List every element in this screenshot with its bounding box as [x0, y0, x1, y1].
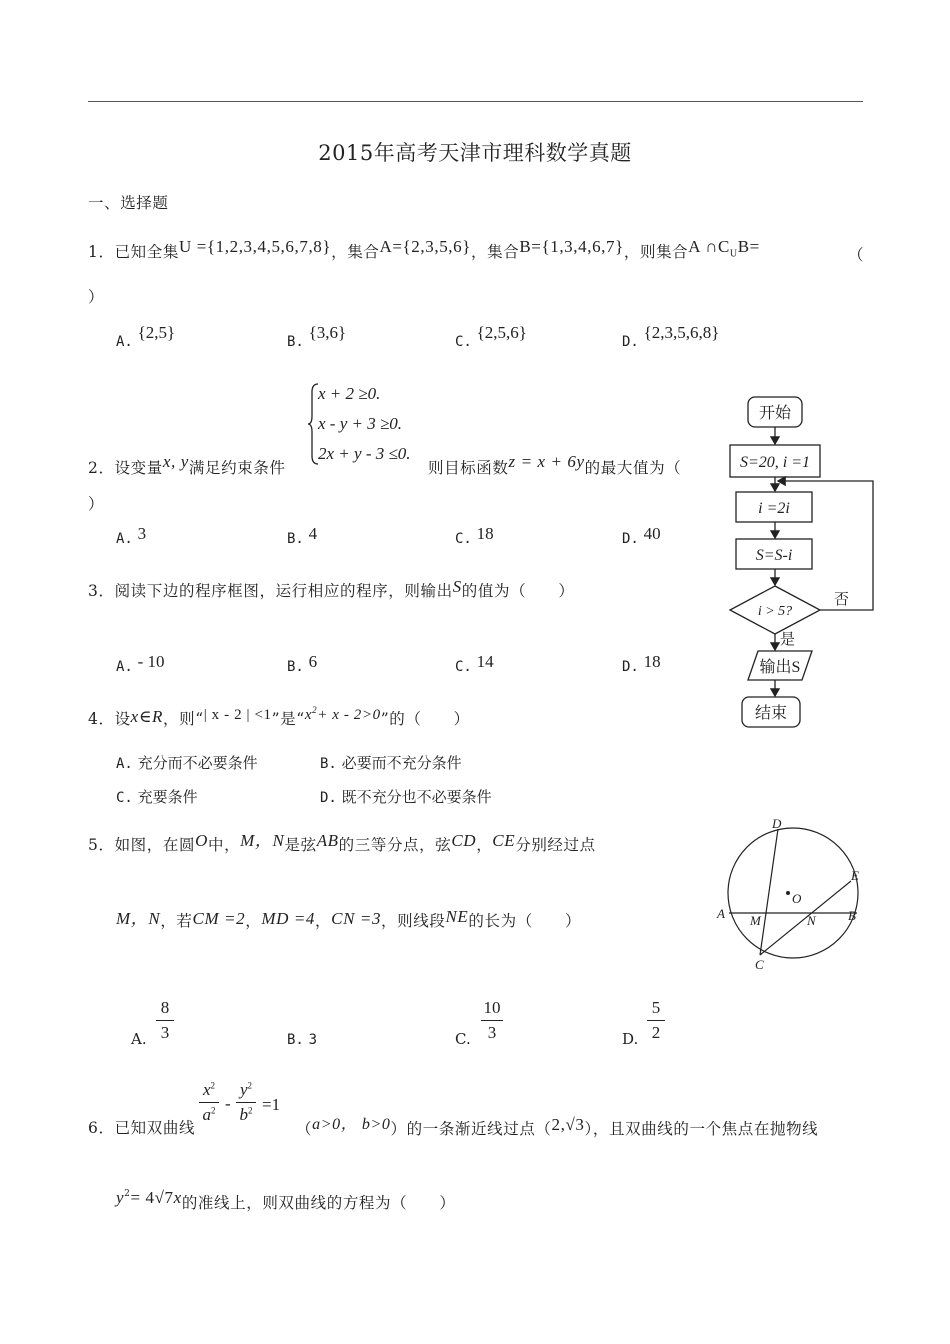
q6-number: 6．: [88, 1119, 115, 1137]
chord-cd: [760, 829, 778, 955]
q2-option-a: [116, 524, 147, 548]
q5-option-b: [287, 1030, 317, 1048]
q6-point: 2,: [551, 1115, 566, 1134]
q4-math-3: [305, 707, 381, 723]
label-b: B: [848, 908, 856, 923]
option-label: B.: [287, 334, 304, 350]
option-label: D.: [622, 334, 639, 350]
q1-expr: [688, 237, 760, 260]
option-label: B.: [287, 1032, 304, 1048]
q2-text-3: 则目标函数: [428, 459, 509, 477]
q1-text-3: ，集合: [471, 243, 520, 261]
q6-text-1: 已知双曲线: [114, 1119, 196, 1137]
q6-para-exp: 2: [124, 1188, 131, 1199]
q5-ce: CE: [492, 831, 516, 850]
label-e: E: [851, 868, 859, 883]
q4-option-a: [116, 752, 258, 773]
var-x: x: [202, 1080, 211, 1099]
option-label: A.: [116, 659, 133, 675]
q3-text-1: 阅读下边的程序框图，运行相应的程序，则输出: [114, 582, 453, 600]
q5-cn: CN =3: [331, 909, 382, 928]
q5-ne: NE: [445, 907, 469, 926]
q5-text-2: 中，: [207, 836, 241, 854]
q3-option-a: [116, 652, 165, 676]
q1-paren-close: ）: [88, 288, 105, 306]
q4-text-2: ，则“: [163, 710, 204, 728]
option-value: 必要而不充分条件: [341, 754, 462, 772]
q1-text-4: ，则集合: [623, 243, 689, 261]
flow-step2-label: S=S-i: [755, 547, 793, 564]
q5-option-d-label: D.: [622, 1030, 639, 1048]
exp-2: 2: [248, 1105, 253, 1116]
q5-md: MD =4: [261, 909, 316, 928]
question-5: [88, 830, 596, 855]
header-rule: [88, 101, 863, 102]
q5-cd: CD: [451, 831, 477, 850]
q2-option-b: [287, 524, 318, 548]
option-value: 3: [308, 1032, 318, 1048]
option-label: A.: [116, 531, 133, 547]
q3-option-d: [622, 652, 661, 676]
q4-math-3-sup: 2: [312, 705, 318, 715]
q6-text-3: ），且双曲线的一个焦点在抛物线: [584, 1120, 819, 1138]
q5-option-c-fraction: [481, 998, 503, 1043]
flow-step1-label: i =2i: [758, 500, 790, 517]
q2-option-c: [455, 524, 494, 548]
flow-start-label: 开始: [758, 405, 792, 422]
option-value: 14: [476, 652, 494, 671]
flow-end-label: 结束: [754, 705, 788, 722]
exp-2: 2: [211, 1105, 216, 1116]
question-2-line: [88, 452, 286, 478]
q5-l2-text-3: 的长为（ ）: [468, 912, 582, 930]
fraction-denominator: 3: [160, 1023, 170, 1042]
q5-ab: AB: [316, 831, 339, 850]
q6-lead: [88, 1116, 195, 1138]
var-a: a: [202, 1105, 211, 1124]
q2-paren-close: ）: [88, 495, 105, 513]
option-value: 4: [308, 524, 318, 543]
q6-minus: -: [225, 1094, 231, 1113]
exp-2: 2: [247, 1080, 253, 1091]
section-heading: 一、选择题: [88, 194, 169, 212]
q1-paren-open: （: [848, 246, 865, 264]
label-a: A: [717, 906, 725, 921]
q6-para-x: x: [173, 1188, 182, 1207]
option-label: C.: [455, 531, 472, 547]
q5-text-4: 的三等分点，弦: [338, 836, 452, 854]
option-label: A.: [116, 756, 133, 772]
q1-option-a: [116, 323, 176, 351]
chord-ce: [760, 881, 851, 955]
q4-math-1: x∈R: [130, 707, 163, 726]
option-value: 既不充分也不必要条件: [341, 788, 492, 806]
flow-loop-arrow: [778, 481, 873, 610]
fraction-denominator: 3: [487, 1023, 497, 1042]
q5-l2-text-2: ，则线段: [381, 912, 446, 930]
question-3: [88, 579, 574, 601]
q4-option-b: [320, 752, 462, 773]
fraction-denominator: 2: [651, 1023, 661, 1042]
option-value: 充分而不必要条件: [137, 754, 258, 772]
option-value: 40: [643, 524, 661, 543]
q4-number: 4．: [88, 710, 115, 728]
q3-text-2: 的值为（ ）: [461, 582, 575, 600]
center-dot: [786, 891, 790, 895]
option-label: B.: [320, 756, 337, 772]
q4-math-2: | x - 2 | <1: [203, 707, 272, 723]
q2-option-d: [622, 524, 661, 548]
q5-mn: M，N: [240, 831, 285, 850]
q6-rest: [296, 1116, 818, 1139]
q2-text-4: 的最大值为（: [584, 459, 682, 477]
q4-math-3-rest: + x - 2>0: [317, 707, 381, 723]
q1-expr-end: B=: [737, 237, 760, 256]
q5-text-1: 如图，在圆: [114, 836, 196, 854]
option-value: 3: [137, 524, 147, 543]
label-n: N: [807, 913, 816, 928]
q6-cond: a>0， b>0: [312, 1116, 391, 1133]
option-value: 6: [308, 652, 318, 671]
q5-option-a-label: A.: [131, 1030, 147, 1048]
circle-figure: [715, 818, 875, 973]
q3-option-b: [287, 652, 318, 676]
option-value: 充要条件: [137, 788, 198, 806]
label-c: C: [755, 957, 764, 972]
fraction-numerator: 10: [481, 998, 503, 1021]
q2-constraint-1: x + 2 ≥0.: [318, 384, 381, 403]
q5-l2-text-1: ，若: [160, 912, 193, 930]
q5-sep-1: ，: [245, 912, 262, 930]
q1-text-1: 已知全集: [114, 243, 179, 261]
q1-option-c: [455, 323, 527, 351]
q2-text-1: 设变量: [114, 459, 163, 477]
q1-expr-main: A ∩C: [688, 237, 730, 256]
q4-text-4: ”的（ ）: [380, 710, 470, 728]
option-value: - 10: [137, 652, 165, 671]
question-2-line-b: [428, 452, 682, 478]
q5-option-d-fraction: [647, 998, 665, 1043]
q6-cond-open: （: [296, 1120, 313, 1138]
q6-cond-close: ）: [390, 1120, 407, 1138]
q4-option-c: [116, 786, 198, 807]
flow-cond-label: i > 5?: [757, 604, 793, 619]
q5-option-a-fraction: [156, 998, 174, 1043]
q3-number: 3．: [88, 582, 115, 600]
option-label: A.: [116, 334, 133, 350]
q6-fraction-x: [199, 1080, 219, 1125]
q1-text-2: ，集合: [331, 243, 380, 261]
option-value: 18: [476, 524, 494, 543]
q2-vars: x, y: [162, 452, 189, 471]
option-label: C.: [455, 334, 472, 350]
q6-equals-one: =1: [262, 1095, 281, 1114]
q4-math-3-x: x: [304, 707, 313, 723]
fraction-numerator: [199, 1080, 219, 1103]
q6-text-4: 的准线上，则双曲线的方程为（ ）: [181, 1194, 456, 1212]
var-b: b: [239, 1105, 248, 1124]
q6-para-y: y: [116, 1188, 125, 1207]
option-value: {2,5,6}: [476, 323, 527, 342]
page-title: 2015年高考天津市理科数学真题: [318, 141, 632, 165]
q5-sep-2: ，: [315, 912, 332, 930]
flow-no-label: 否: [834, 592, 850, 608]
option-value: 18: [643, 652, 661, 671]
q2-constraint-3: 2x + y - 3 ≤0.: [318, 444, 411, 463]
q5-text-3: 是弦: [284, 836, 317, 854]
q6-text-2: 的一条渐近线过点（: [406, 1120, 552, 1138]
flow-yes-label: 是: [780, 632, 796, 648]
q5-option-c-label: C.: [455, 1030, 471, 1048]
flowchart: [720, 390, 890, 735]
question-4: [88, 707, 470, 729]
option-label: D.: [320, 790, 337, 806]
question-1: [88, 237, 760, 264]
fraction-denominator: [199, 1103, 219, 1125]
q1-option-b: [287, 323, 347, 351]
q5-cm: CM =2: [192, 909, 246, 928]
q1-option-d: [622, 323, 720, 351]
q5-sep: ，: [476, 836, 493, 854]
q6-para-sqrt7: √7: [154, 1188, 174, 1207]
q4-option-d: [320, 786, 492, 807]
q6-line-2: [116, 1188, 456, 1213]
q2-text-2: 满足约束条件: [188, 459, 286, 477]
q5-mn-2: M，N: [116, 909, 161, 928]
fraction-numerator: 5: [647, 998, 665, 1021]
q3-option-c: [455, 652, 494, 676]
fraction-numerator: [236, 1080, 256, 1103]
q1-expr-sub: U: [729, 248, 738, 260]
q1-set-u: U ={1,2,3,4,5,6,7,8}: [178, 237, 332, 256]
label-d: D: [772, 818, 782, 831]
option-label: C.: [455, 659, 472, 675]
exp-2: 2: [210, 1080, 216, 1091]
fraction-denominator: [236, 1103, 256, 1125]
q2-objective: z = x + 6y: [508, 452, 585, 471]
option-value: {3,6}: [308, 323, 347, 342]
q1-set-a: A={2,3,5,6}: [379, 237, 472, 256]
var-y: y: [239, 1080, 248, 1099]
option-label: B.: [287, 531, 304, 547]
fraction-numerator: 8: [156, 998, 174, 1021]
q2-constraint-2: x - y + 3 ≥0.: [318, 414, 403, 433]
q1-set-b: B={1,3,4,6,7}: [519, 237, 624, 256]
label-m: M: [750, 913, 761, 928]
q4-text-1: 设: [114, 710, 131, 728]
q6-sqrt3: √3: [565, 1115, 585, 1134]
q4-text-3: ”是“: [271, 710, 305, 728]
q3-var: S: [452, 577, 462, 596]
flow-init-label: S=20, i =1: [739, 454, 811, 471]
option-label: D.: [622, 659, 639, 675]
option-value: {2,5}: [137, 323, 176, 342]
q2-number: 2．: [88, 459, 115, 477]
option-value: {2,3,5,6,8}: [643, 323, 720, 342]
label-o: O: [792, 891, 802, 906]
q5-text-5: 分别经过点: [515, 836, 596, 854]
question-5-line-2: [116, 906, 581, 931]
option-label: C.: [116, 790, 133, 806]
q5-o: O: [195, 831, 208, 850]
q5-number: 5．: [88, 836, 115, 854]
option-label: D.: [622, 531, 639, 547]
flow-output-label: 输出S: [759, 659, 801, 676]
q6-fraction-y: [236, 1080, 256, 1125]
option-label: B.: [287, 659, 304, 675]
q6-para-rest: = 4: [130, 1188, 155, 1207]
q1-number: 1．: [88, 243, 115, 261]
